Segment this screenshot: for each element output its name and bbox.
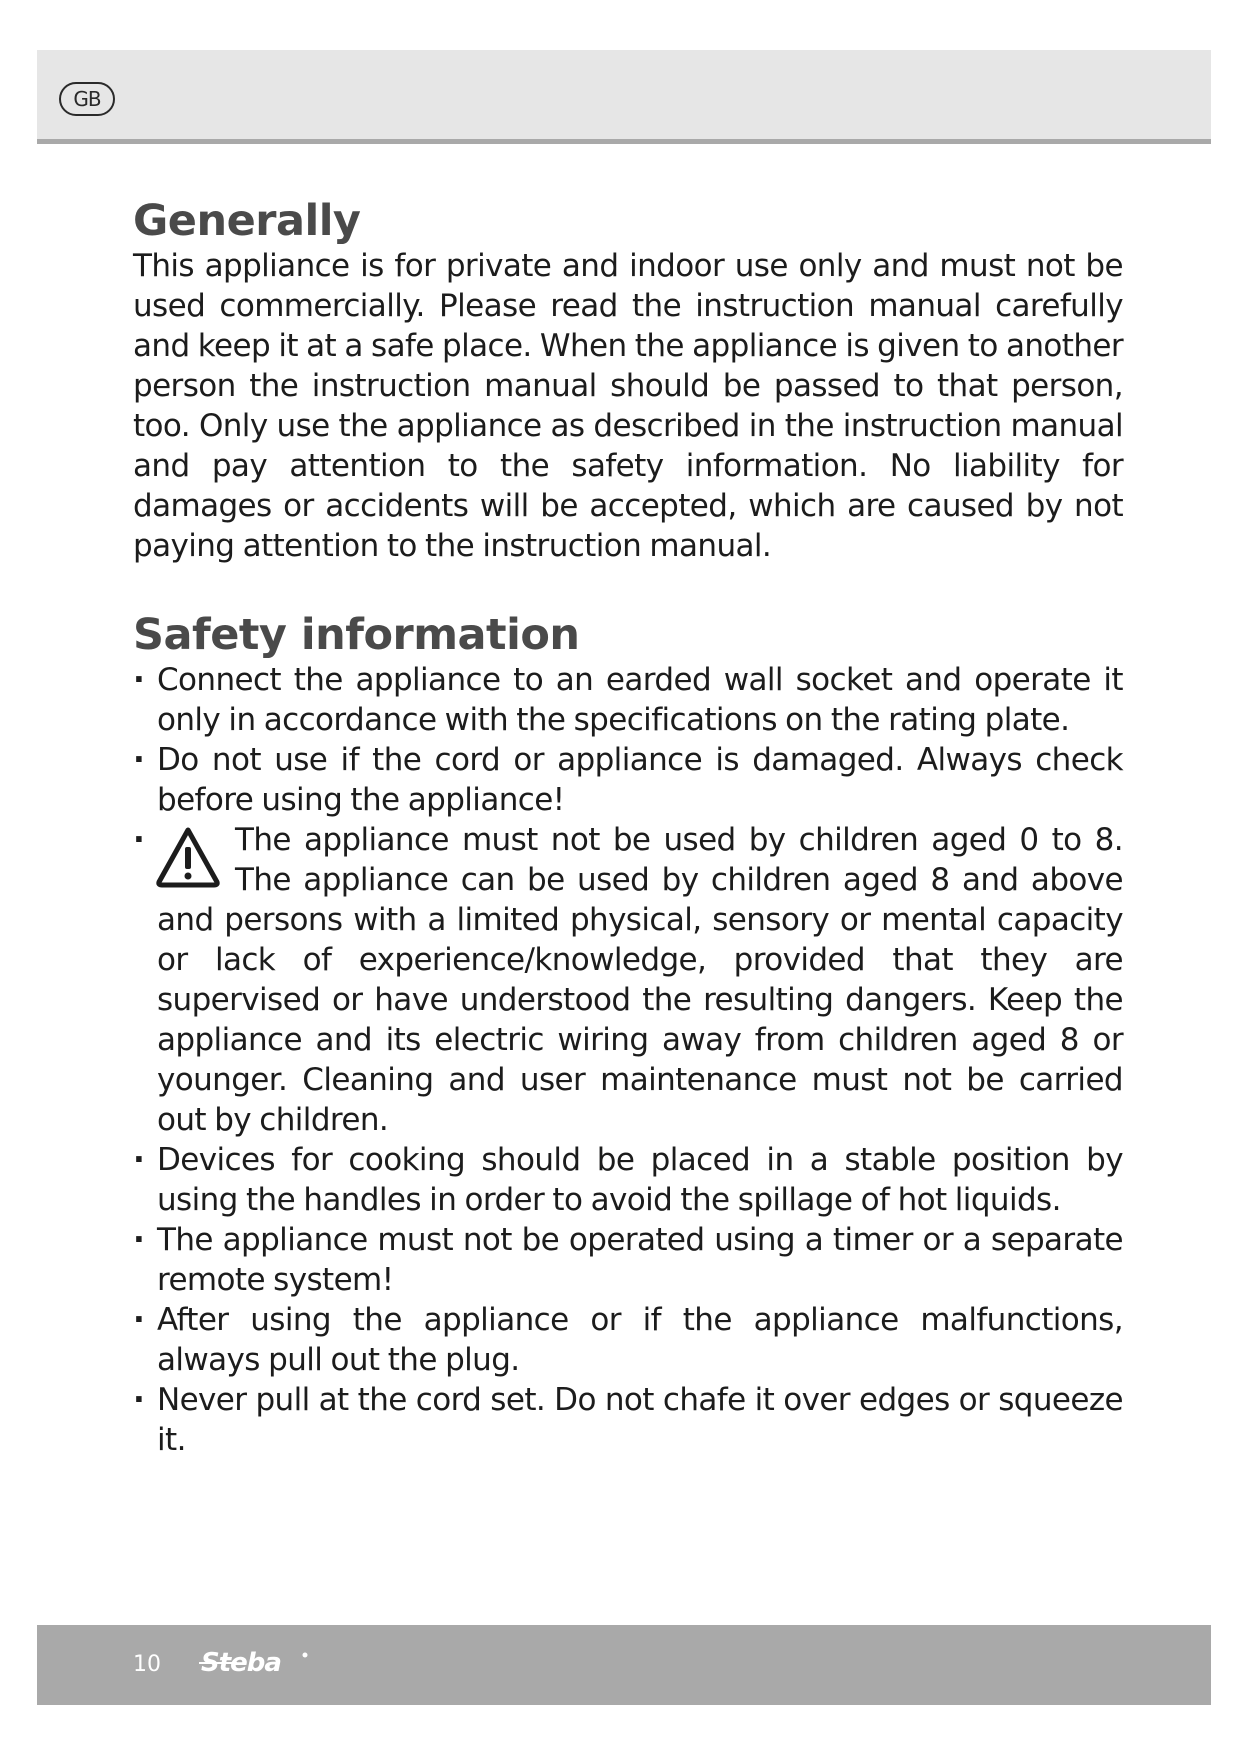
header-band — [37, 50, 1211, 144]
safety-heading: Safety information — [133, 610, 580, 660]
safety-item: · Devices for cooking should be placed in a stable position by using the handles in order to avoid the spillage of hot liquids. — [133, 1140, 1123, 1220]
warning-triangle-icon — [153, 824, 223, 890]
safety-item-text: The appliance must not be used by children aged 0 to 8. The appliance can be used by children aged 8 and above and persons with a limited physical, sensory or mental capacity or lack of experience/knowledge, provided that they are supervised or have understood the resulting dangers. Keep the appliance and its electric wiring away from children aged 8 or younger. Cleaning and user maintenance must not be carried out by children. — [157, 822, 1123, 1138]
page-content — [133, 196, 1123, 1460]
language-badge: GB — [59, 82, 115, 116]
safety-item: · Do not use if the cord or appliance is damaged. Always check before using the appliance! — [133, 740, 1123, 820]
safety-list — [133, 660, 1123, 1460]
brand-text: Steba — [201, 1648, 281, 1678]
safety-item: · Never pull at the cord set. Do not chafe it over edges or squeeze it. — [133, 1380, 1123, 1460]
safety-item: · The appliance must not be operated using a timer or a separate remote system! — [133, 1220, 1123, 1300]
safety-item: · Connect the appliance to an earded wall socket and operate it only in accordance with the specifications on the rating plate. — [133, 660, 1123, 740]
steba-logo — [197, 1643, 327, 1683]
generally-heading: Generally — [133, 196, 361, 246]
safety-item-children — [133, 820, 1123, 1140]
footer-band — [37, 1625, 1211, 1705]
section-gap — [133, 566, 1123, 610]
generally-text: This appliance is for private and indoor use only and must not be used commercially. Please read the instruction manual carefully and keep it at a safe place. When the appliance is given to another person the instruction manual should be passed to that person, too. Only use the appliance as described in the instruction manual and pay attention to the safety information. No liability for damages or accidents will be accepted, which are caused by not paying attention to the instruction manual. — [133, 248, 1123, 564]
safety-item: · After using the appliance or if the appliance malfunctions, always pull out the plug. — [133, 1300, 1123, 1380]
page-number: 10 — [133, 1652, 161, 1677]
